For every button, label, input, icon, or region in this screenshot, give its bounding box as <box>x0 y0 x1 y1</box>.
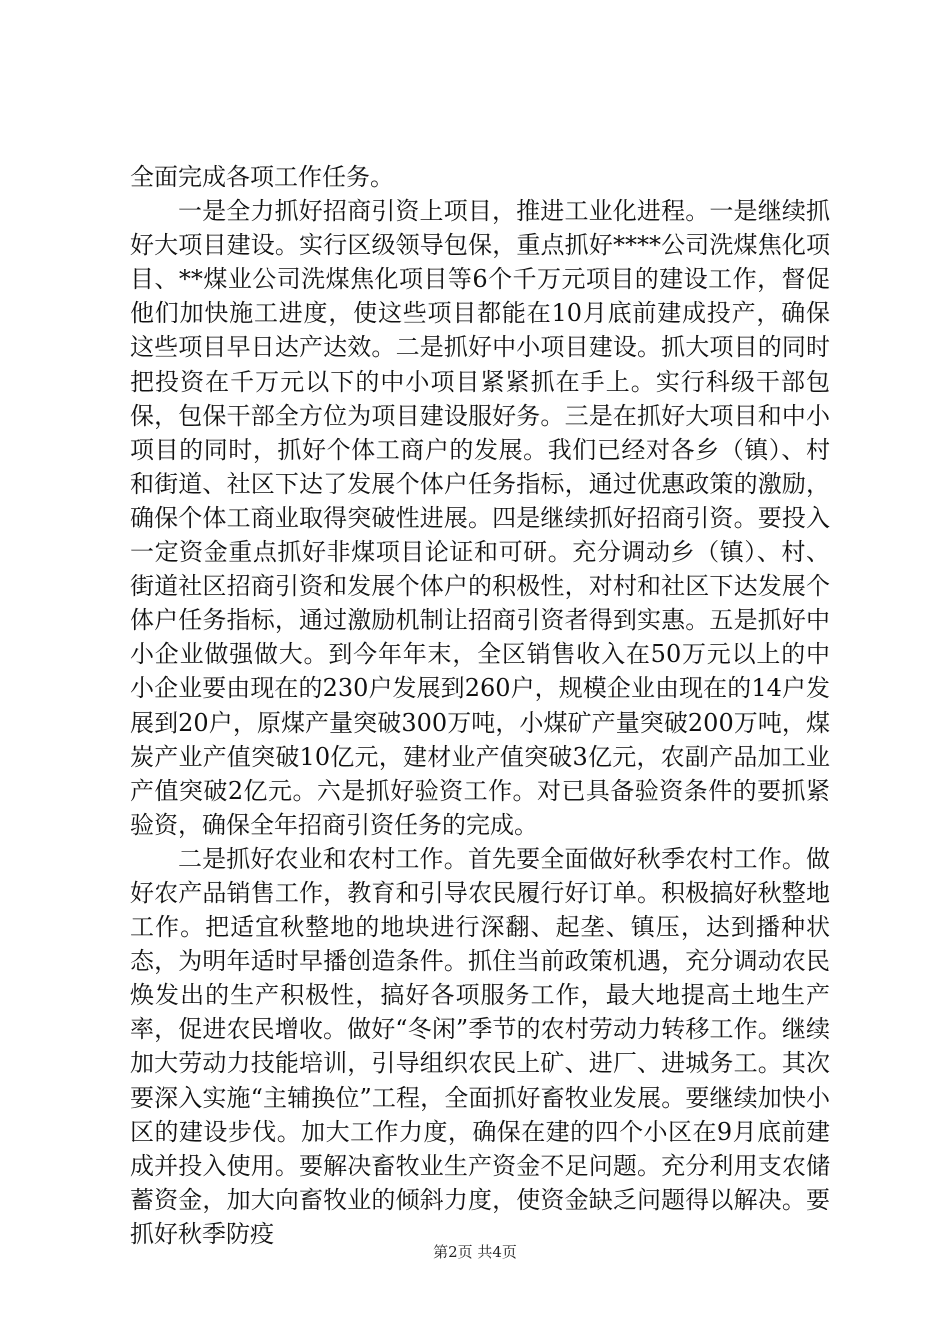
paragraph-continuation: 全面完成各项工作任务。 <box>130 163 394 191</box>
paragraph-industrialization: 一是全力抓好招商引资上项目，推进工业化进程。一是继续抓好大项目建设。实行区级领导包保，重点抓好****公司洗煤焦化项目、**煤业公司洗煤焦化项目等6个千万元项目的建设工作，督促他们加快施工进度，使这些项目都能在10月底前建成投产，确保这些项目早日达产达效。二是抓好中小项目建设。抓大项目的同时把投资在千万元以下的中小项目紧紧抓在手上。实行科级干部包保，包保干部全方位为项目建设服好务。三是在抓好大项目和中小项目的同时，抓好个体工商户的发展。我们已经对各乡（镇）、村和街道、社区下达了发展个体户任务指标，通过优惠政策的激励，确保个体工商业取得突破性进展。四是继续抓好招商引资。要投入一定资金重点抓好非煤项目论证和可研。充分调动乡（镇）、村、街道社区招商引资和发展个体户的积极性，对村和社区下达发展个体户任务指标，通过激励机制让招商引资者得到实惠。五是抓好中小企业做强做大。到今年年末，全区销售收入在50万元以上的中小企业要由现在的230户发展到260户，规模企业由现在的14户发展到20户，原煤产量突破300万吨，小煤矿产量突破200万吨，煤炭产业产值突破10亿元，建材业产值突破3亿元，农副产品加工业产值突破2亿元。六是抓好验资工作。对已具备验资条件的要抓紧验资，确保全年招商引资任务的完成。 <box>130 197 830 839</box>
paragraph-agriculture: 二是抓好农业和农村工作。首先要全面做好秋季农村工作。做好农产品销售工作，教育和引导农民履行好订单。积极搞好秋整地工作。把适宜秋整地的地块进行深翻、起垄、镇压，达到播种状态，为明年适时早播创造条件。抓住当前政策机遇，充分调动农民焕发出的生产积极性，搞好各项服务工作，最大地提高土地生产率，促进农民增收。做好“冬闲”季节的农村劳动力转移工作。继续加大劳动力技能培训，引导组织农民上矿、进厂、进城务工。其次要深入实施“主辅换位”工程，全面抓好畜牧业发展。要继续加快小区的建设步伐。加大工作力度，确保在建的四个小区在9月底前建成并投入使用。要解决畜牧业生产资金不足问题。充分利用支农储蓄资金，加大向畜牧业的倾斜力度，使资金缺乏问题得以解决。要抓好秋季防疫 <box>130 844 830 1248</box>
document-body <box>130 160 830 1251</box>
page-footer: 第2页 共4页 <box>433 1243 517 1261</box>
